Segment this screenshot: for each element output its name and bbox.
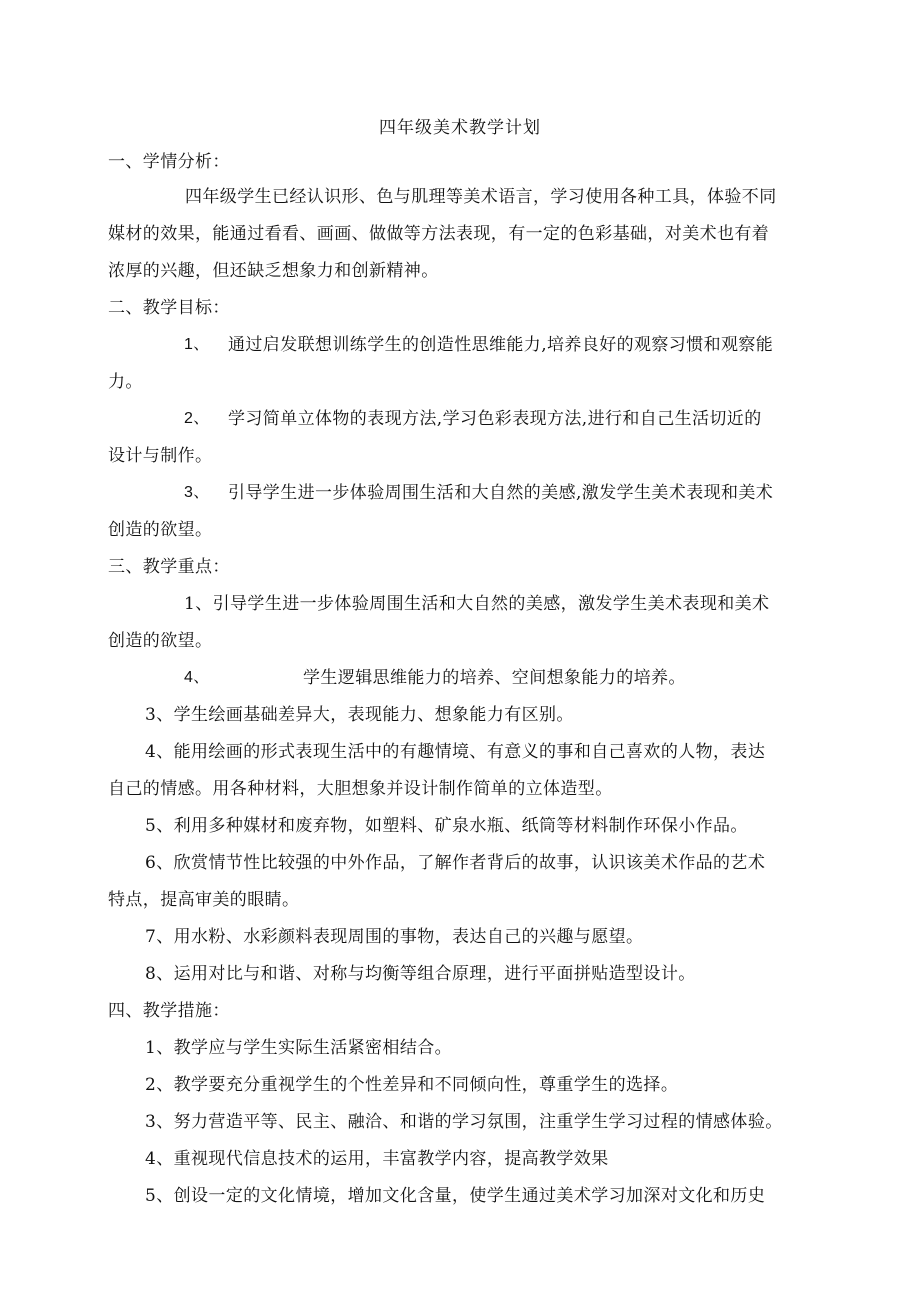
list-item-text: 引导学生进一步体验周围生活和大自然的美感,激发学生美术表现和美术 — [228, 483, 774, 503]
list-item-text: 1、引导学生进一步体验周围生活和大自然的美感，激发学生美术表现和美术 — [184, 594, 770, 614]
page-title: 四年级美术教学计划 — [379, 118, 541, 138]
list-item-text: 8、运用对比与和谐、对称与均衡等组合原理，进行平面拼贴造型设计。 — [145, 964, 696, 984]
list-number: 4、 — [184, 669, 210, 686]
list-item-text: 4、重视现代信息技术的运用，丰富教学内容，提高教学效果 — [145, 1149, 609, 1169]
list-item-text: 学习简单立体物的表现方法,学习色彩表现方法,进行和自己生活切近的 — [228, 409, 762, 429]
list-item-text: 5、利用多种媒材和废弃物，如塑料、矿泉水瓶、纸筒等材料制作环保小作品。 — [145, 816, 748, 836]
section-heading-4: 四、教学措施： — [108, 1001, 230, 1021]
list-item-text: 7、用水粉、水彩颜料表现周围的事物，表达自己的兴趣与愿望。 — [145, 927, 644, 947]
list-number: 2、 — [184, 410, 210, 427]
list-item-text: 自己的情感。用各种材料，大胆想象并设计制作简单的立体造型。 — [108, 779, 613, 799]
list-item-text: 特点，提高审美的眼睛。 — [108, 890, 300, 910]
list-item-text: 6、欣赏情节性比较强的中外作品，了解作者背后的故事，认识该美术作品的艺术 — [145, 853, 766, 873]
section-heading-2: 二、教学目标： — [108, 298, 230, 318]
paragraph-line: 四年级学生已经认识形、色与肌理等美术语言，学习使用各种工具，体验不同 — [185, 187, 777, 207]
list-item-text: 5、创设一定的文化情境，增加文化含量，使学生通过美术学习加深对文化和历史 — [145, 1186, 766, 1206]
list-item-text: 4、能用绘画的形式表现生活中的有趣情境、有意义的事和自己喜欢的人物，表达 — [145, 742, 766, 762]
list-item-text: 3、努力营造平等、民主、融洽、和谐的学习氛围，注重学生学习过程的情感体验。 — [145, 1112, 783, 1132]
paragraph-line: 浓厚的兴趣，但还缺乏想象力和创新精神。 — [108, 261, 439, 281]
list-item-text: 2、教学要充分重视学生的个性差异和不同倾向性，尊重学生的选择。 — [145, 1075, 679, 1095]
list-item-text: 创造的欲望。 — [108, 631, 213, 651]
section-heading-3: 三、教学重点： — [108, 557, 230, 577]
list-item-text: 设计与制作。 — [108, 446, 213, 466]
paragraph-line: 媒材的效果，能通过看看、画画、做做等方法表现，有一定的色彩基础，对美术也有着 — [108, 224, 770, 244]
list-number: 3、 — [184, 484, 210, 501]
list-item-text: 3、学生绘画基础差异大，表现能力、想象能力有区别。 — [145, 705, 574, 725]
list-number: 1、 — [184, 336, 210, 353]
section-heading-1: 一、学情分析： — [108, 152, 230, 172]
list-item-text: 学生逻辑思维能力的培养、空间想象能力的培养。 — [303, 668, 686, 688]
list-item-text: 1、教学应与学生实际生活紧密相结合。 — [145, 1038, 453, 1058]
list-item-text: 创造的欲望。 — [108, 520, 213, 540]
list-item-text: 通过启发联想训练学生的创造性思维能力,培养良好的观察习惯和观察能 — [228, 335, 774, 355]
list-item-text: 力。 — [108, 372, 143, 392]
